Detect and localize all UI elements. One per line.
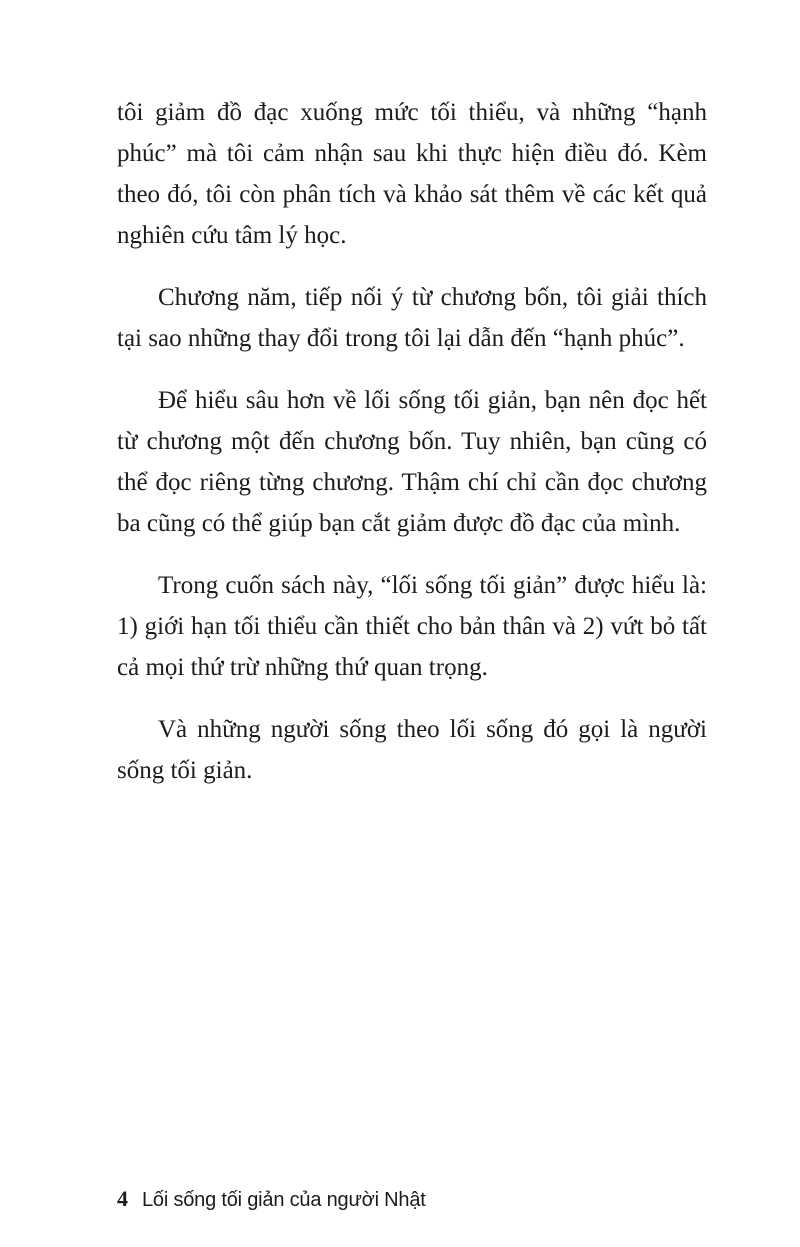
paragraph-definition: Trong cuốn sách này, “lối sống tối giản” được hiểu là: 1) giới hạn tối thiểu cần thiết cho bản thân và 2) vứt bỏ tất cả mọi thứ trừ những thứ quan trọng. xyxy=(117,572,707,681)
page-footer xyxy=(117,1186,426,1212)
paragraph-chapter-five: Chương năm, tiếp nối ý từ chương bốn, tôi giải thích tại sao những thay đổi trong tôi lại dẫn đến “hạnh phúc”. xyxy=(117,284,707,352)
running-title: Lối sống tối giản của người Nhật xyxy=(142,1189,426,1211)
paragraph-reading-advice: Để hiểu sâu hơn về lối sống tối giản, bạn nên đọc hết từ chương một đến chương bốn. Tuy nhiên, bạn cũng có thể đọc riêng từng chương. Thậm chí chỉ cần đọc chương ba cũng có thể giúp bạn cắt giảm được đồ đạc của mình. xyxy=(117,387,707,537)
body-text xyxy=(117,92,707,812)
paragraph-continuation: tôi giảm đồ đạc xuống mức tối thiểu, và những “hạnh phúc” mà tôi cảm nhận sau khi thực hiện điều đó. Kèm theo đó, tôi còn phân tích và khảo sát thêm về các kết quả nghiên cứu tâm lý học. xyxy=(117,99,707,249)
paragraph-minimalist: Và những người sống theo lối sống đó gọi là người sống tối giản. xyxy=(117,716,707,784)
page-number: 4 xyxy=(117,1186,128,1211)
